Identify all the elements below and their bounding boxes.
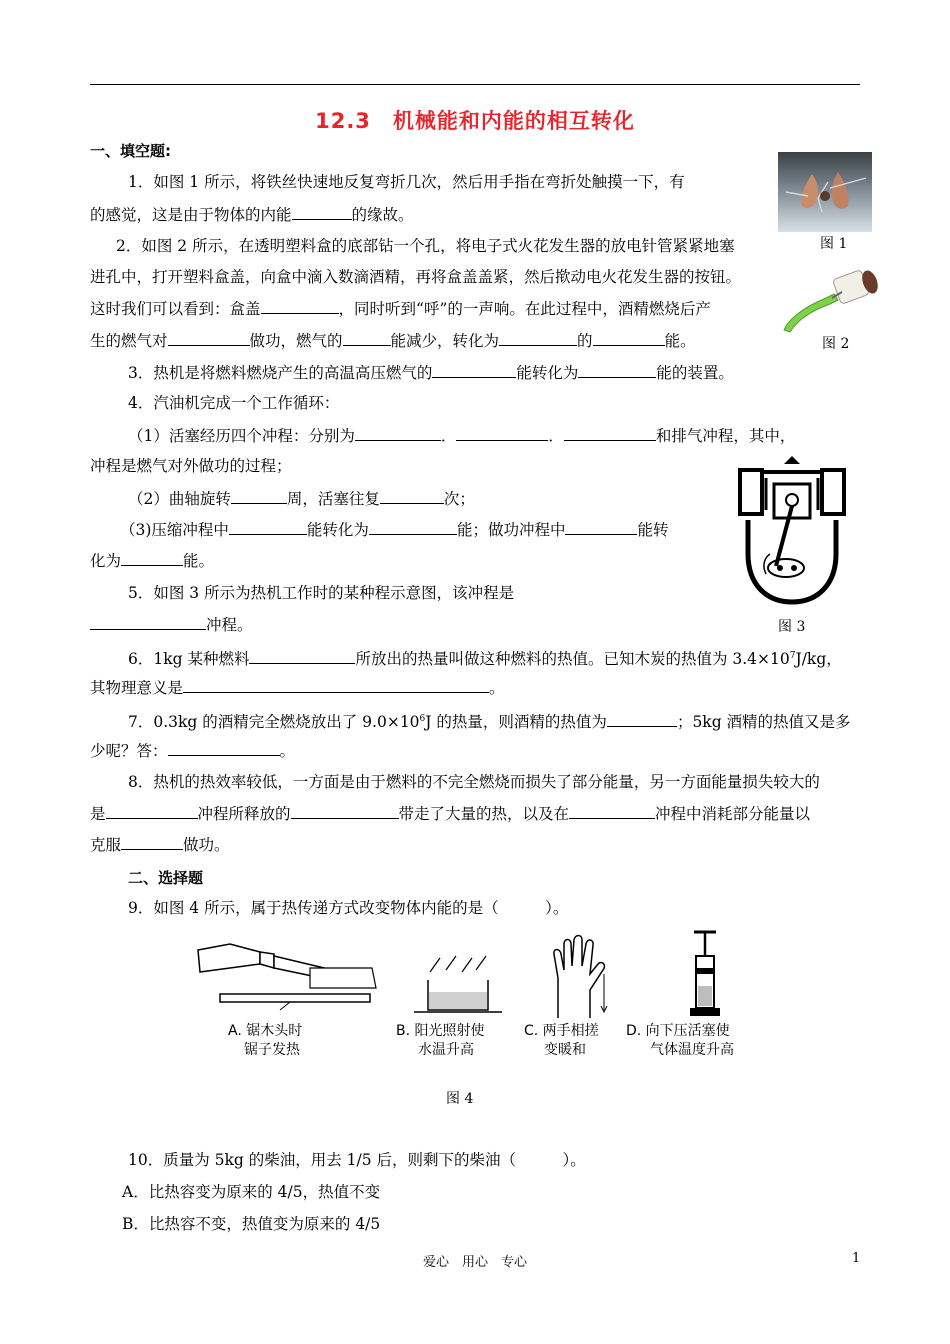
figure-4-caption: 图 4 [446, 1091, 474, 1107]
figure-2-caption: 图 2 [822, 336, 850, 352]
q2-line-1: 2．如图 2 所示，在透明塑料盒的底部钻一个孔，将电子式火花发生器的放电针管紧紧地塞 [116, 237, 735, 255]
q4-2-line: （2）曲轴旋转 周，活塞往复 次； [128, 490, 475, 508]
answer-blank[interactable] [432, 362, 516, 378]
answer-blank[interactable] [291, 803, 399, 819]
figure-4d-label-line-2: 气体温度升高 [650, 1042, 734, 1058]
figure-3-caption: 图 3 [778, 619, 806, 635]
answer-blank[interactable] [380, 488, 444, 504]
answer-blank[interactable] [229, 519, 307, 535]
figure-4c-label-line-1: C. 两手相搓 [524, 1023, 599, 1039]
q8-line-3: 克服 做功。 [90, 836, 230, 854]
figure-4b-sunlight-image [410, 952, 506, 1018]
q10-line: 10．质量为 5kg 的柴油，用去 1/5 后，则剩下的柴油（ ）。 [128, 1151, 586, 1169]
answer-blank[interactable] [499, 330, 577, 346]
q7-line-1: 7．0.3kg 的酒精完全燃烧放出了 $9.0\times 10^6J$ 的热量，则酒精的热值为 ；5kg 酒精的热值又是多 [128, 713, 851, 732]
q6-line-2: 其物理意义是 。 [90, 679, 505, 697]
answer-blank[interactable] [565, 519, 637, 535]
answer-blank[interactable] [261, 298, 339, 314]
figure-4a-label-line-2: 锯子发热 [244, 1042, 300, 1058]
q8-line-2: 是 冲程所释放的 带走了大量的热，以及在 冲程中消耗部分能量以 [90, 805, 811, 823]
answer-blank[interactable] [121, 834, 183, 850]
q4-3-line-2: 化为 能。 [90, 552, 215, 570]
figure-4c-label-line-2: 变暖和 [544, 1042, 586, 1058]
answer-blank[interactable] [106, 803, 198, 819]
answer-blank[interactable] [564, 425, 656, 441]
answer-blank[interactable] [292, 204, 352, 220]
figure-4a-label-line-1: A. 锯木头时 [228, 1023, 303, 1039]
figure-1-caption: 图 1 [820, 236, 848, 252]
answer-blank[interactable] [121, 550, 183, 566]
answer-blank[interactable] [578, 362, 656, 378]
q6-line-1: 6．1kg 某种燃料 所放出的热量叫做这种燃料的热值。已知木炭的热值为 $3.4\times 10^7J/kg$， [128, 650, 842, 669]
figure-4d-piston-image [680, 928, 730, 1020]
header-rule [90, 84, 860, 85]
page-number: 1 [852, 1251, 861, 1266]
figure-4d-label-line-1: D. 向下压活塞使 [626, 1023, 730, 1039]
q2-line-3: 这时我们可以看到：盒盖 ，同时听到“呼”的一声响。在此过程中，酒精燃烧后产 [90, 300, 711, 318]
q8-line-1: 8．热机的热效率较低，一方面是由于燃料的不完全燃烧而损失了部分能量，另一方面能量损失较大的 [128, 773, 820, 791]
answer-blank[interactable] [90, 614, 206, 630]
page-footer: 爱心 用心 专心 [422, 1255, 527, 1270]
answer-blank[interactable] [231, 488, 287, 504]
answer-blank[interactable] [168, 330, 250, 346]
figure-4b-label-line-2: 水温升高 [418, 1042, 474, 1058]
q3-line: 3．热机是将燃料燃烧产生的高温高压燃气的 能转化为 能的装置。 [128, 364, 734, 382]
q1-line-2: 的感觉，这是由于物体的内能 的缘故。 [90, 206, 414, 224]
answer-blank[interactable] [343, 330, 391, 346]
q9-line: 9．如图 4 所示，属于热传递方式改变物体内能的是（ ）。 [128, 899, 569, 917]
section-heading-choice: 二、选择题 [128, 869, 204, 887]
figure-4c-hands-image [544, 934, 614, 1020]
answer-blank[interactable] [456, 425, 548, 441]
answer-blank[interactable] [593, 330, 665, 346]
page-title: 12.3 机械能和内能的相互转化 [315, 109, 635, 133]
q10-option-a[interactable]: A．比热容变为原来的 4/5，热值不变 [122, 1183, 381, 1201]
answer-blank[interactable] [168, 740, 280, 756]
q2-line-4: 生的燃气对 做功，燃气的 能减少，转化为 的 能。 [90, 332, 696, 350]
figure-4b-label-line-1: B. 阳光照射使 [396, 1023, 485, 1039]
q2-line-2: 进孔中，打开塑料盒盖，向盒中滴入数滴酒精，再将盒盖盖紧，然后揿动电火花发生器的按钮。 [90, 268, 742, 286]
answer-blank[interactable] [369, 519, 457, 535]
answer-blank[interactable] [249, 648, 355, 664]
q4-1-line-1: （1）活塞经历四个冲程：分别为 ． ． 和排气冲程，其中， [128, 427, 796, 445]
q10-option-b[interactable]: B．比热容不变，热值变为原来的 4/5 [122, 1215, 381, 1233]
answer-blank[interactable] [355, 425, 441, 441]
q4-1-line-2: 冲程是燃气对外做功的过程； [90, 457, 292, 475]
q5-line-2: 冲程。 [90, 614, 253, 635]
figure-3-image [736, 454, 848, 606]
q4-line: 4．汽油机完成一个工作循环： [128, 394, 340, 412]
q7-line-2: 少呢？答： 。 [90, 742, 296, 760]
figure-1-image [778, 152, 872, 232]
answer-blank[interactable] [569, 803, 655, 819]
figure-4a-saw-image [190, 938, 380, 1018]
q4-3-line-1: （3)压缩冲程中 能转化为 能；做功冲程中 能转 [120, 521, 669, 539]
answer-blank[interactable] [607, 711, 677, 727]
q1-line-1: 1．如图 1 所示，将铁丝快速地反复弯折几次，然后用手指在弯折处触摸一下，有 [128, 173, 685, 191]
q5-line-1: 5．如图 3 所示为热机工作时的某种程示意图，该冲程是 [128, 584, 515, 602]
section-heading-fill-in: 一、填空题: [90, 142, 171, 160]
answer-blank[interactable] [183, 677, 489, 693]
figure-2-image [778, 264, 882, 336]
